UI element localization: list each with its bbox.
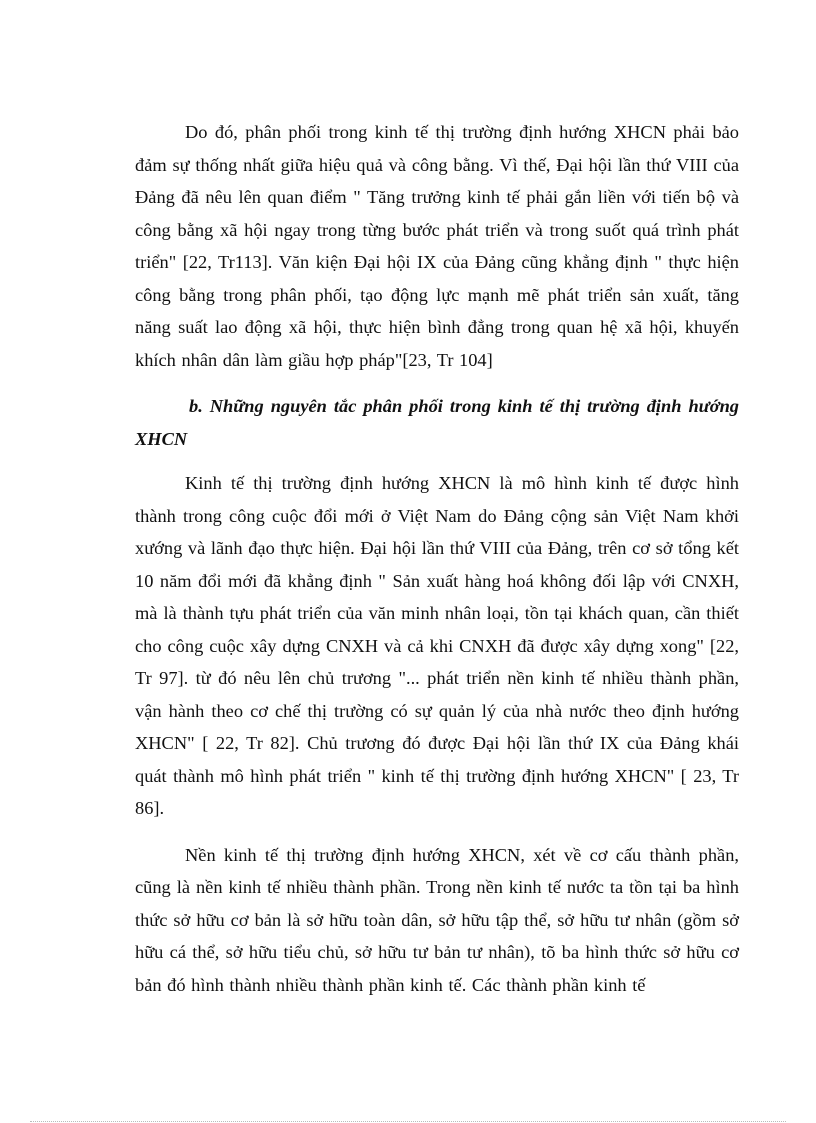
section-heading: b. Những nguyên tắc phân phối trong kinh tế thị trường định hướng XHCN (135, 396, 739, 449)
paragraph-ownership-structure: Nền kinh tế thị trường định hướng XHCN, xét về cơ cấu thành phần, cũng là nền kinh tế nhiều thành phần. Trong nền kinh tế nước ta tồn tại ba hình thức sở hữu cơ bản là sở hữu toàn dân, sở hữu tập thể, sở hữu tư nhân (gồm sở hữu cá thể, sở hữu tiểu chủ, sở hữu tư bản tư nhân), tõ ba hình thức sở hữu cơ bản đó hình thành nhiều thành phần kinh tế. Các thành phần kinh tế (135, 844, 739, 995)
page-bottom-rule (30, 1121, 786, 1122)
document-body (135, 116, 739, 1015)
paragraph-distribution-principle: Do đó, phân phối trong kinh tế thị trường định hướng XHCN phải bảo đảm sự thống nhất giữa hiệu quả và công bằng. Vì thế, Đại hội lần thứ VIII của Đảng đã nêu lên quan điểm " Tăng trưởng kinh tế phải gắn liền với tiến bộ và công bằng xã hội ngay trong từng bước phát triển và trong suốt quá trình phát triển" [22, Tr113]. Văn kiện Đại hội IX của Đảng cũng khẳng định " thực hiện công bằng trong phân phối, tạo động lực mạnh mẽ phát triển sản xuất, tăng năng suất lao động xã hội, thực hiện bình đẳng trong quan hệ xã hội, khuyến khích nhân dân làm giầu hợp pháp"[23, Tr 104] (135, 122, 739, 370)
paragraph-market-economy-model: Kinh tế thị trường định hướng XHCN là mô hình kinh tế được hình thành trong công cuộc đổi mới ở Việt Nam do Đảng cộng sản Việt Nam khởi xướng và lãnh đạo thực hiện. Đại hội lần thứ VIII của Đảng, trên cơ sở tổng kết 10 năm đổi mới đã khẳng định " Sản xuất hàng hoá không đối lập với CNXH, mà là thành tựu phát triển của văn minh nhân loại, tồn tại khách quan, cần thiết cho công cuộc xây dựng CNXH và cả khi CNXH đã được xây dựng xong" [22, Tr 97]. từ đó nêu lên chủ trương "... phát triển nền kinh tế nhiều thành phần, vận hành theo cơ chế thị trường có sự quản lý của nhà nước theo định hướng XHCN" [ 22, Tr 82]. Chủ trương đó được Đại hội lần thứ IX của Đảng khái quát thành mô hình phát triển " kinh tế thị trường định hướng XHCN" [ 23, Tr 86]. (135, 473, 739, 818)
